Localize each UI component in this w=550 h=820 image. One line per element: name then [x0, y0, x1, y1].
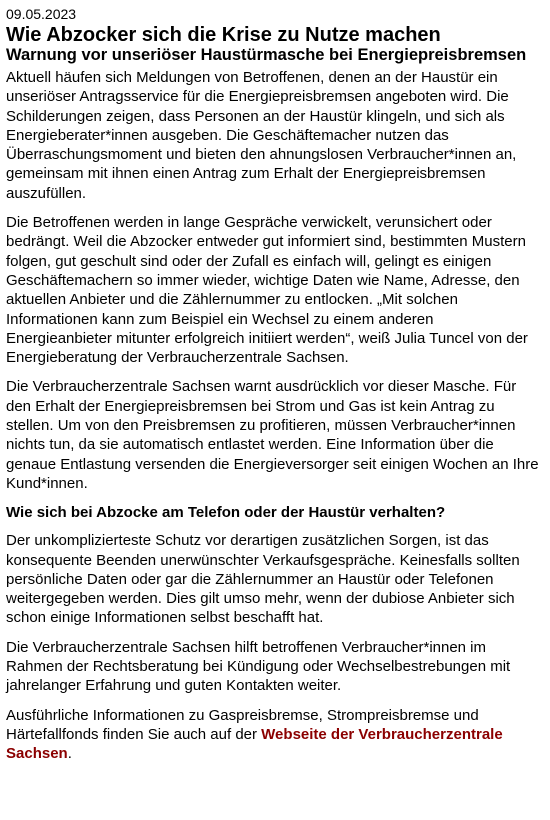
website-link[interactable]: Webseite der Verbraucherzentrale Sachsen — [6, 725, 503, 763]
paragraph-3: Die Verbraucherzentrale Sachsen warnt ausdrücklich vor dieser Masche. Für den Erhalt der Energiepreisbremsen bei Strom und Gas ist kein Antrag zu stellen. Um von den Preisbremsen zu profitieren, müssen Verbraucher*innen nichts tun, da sie automatisch entlastet werden. Eine Information über die genaue Entlastung versenden die Energieversorger seit einigen Wochen an Ihre Kund*innen. — [6, 378, 539, 492]
paragraph-final — [6, 706, 542, 764]
paragraph-5: Die Verbraucherzentrale Sachsen hilft betroffenen Verbraucher*innen im Rahmen der Rechtsberatung bei Kündigung oder Wechselbestrebungen mit jahrelanger Erfahrung und guten Kontakten weiter. — [6, 638, 511, 695]
article-date: 09.05.2023 — [6, 6, 77, 22]
final-text: Ausführliche Informationen zu Gaspreisbremse, Strompreisbremse und Härtefallfonds finden Sie auch auf der — [6, 706, 479, 743]
paragraph-2: Die Betroffenen werden in lange Gespräche verwickelt, verunsichert oder bedrängt. Weil die Abzocker entweder gut informiert sind, bestimmten Mustern folgen, gut geschult sind oder der Zufall es einfach will, gelingt es einigen Geschäftemachern so immer wieder, wichtige Daten wie Name, Adresse, den aktuellen Anbieter und die Zählernummer zu entlocken. „Mit solchen Informationen kann zum Beispiel ein Wechsel zu einem anderen Energieanbieter mitunter erfolgreich initiiert werden“, weiß Julia Tuncel von der Energieberatung der Verbraucherzentrale Sachsen. — [6, 214, 528, 367]
section-heading: Wie sich bei Abzocke am Telefon oder der Haustür verhalten? — [6, 504, 446, 522]
article-subtitle: Warnung vor unseriöser Haustürmasche bei Energiepreisbremsen — [6, 46, 527, 64]
paragraph-1: Aktuell häufen sich Meldungen von Betroffenen, denen an der Haustür ein unseriöser Antragsservice für die Energiepreisbremsen angeboten wird. Die Schilderungen zeigen, dass Personen an der Haustür klingeln, und sich als Energieberater*innen ausgeben. Die Geschäftemacher nutzen das Überraschungsmoment und bieten den ahnungslosen Verbraucher*innen an, gemeinsam mit ihnen einen Antrag zum Erhalt der Energiepreisbremsen auszufüllen. — [6, 69, 517, 202]
article-title: Wie Abzocker sich die Krise zu Nutze machen — [6, 24, 441, 46]
paragraph-4: Der unkomplizierteste Schutz vor derartigen zusätzlichen Sorgen, ist das konsequente Beenden unerwünschter Verkaufsgespräche. Keinesfalls sollten persönliche Daten oder gar die Zählernummer an Haustür oder Telefonen weitergegeben werden. Dies gilt umso mehr, wenn der dubiose Anbieter sich schon einige Informationen selbst beschafft hat. — [6, 532, 520, 627]
final-period: . — [67, 745, 72, 763]
